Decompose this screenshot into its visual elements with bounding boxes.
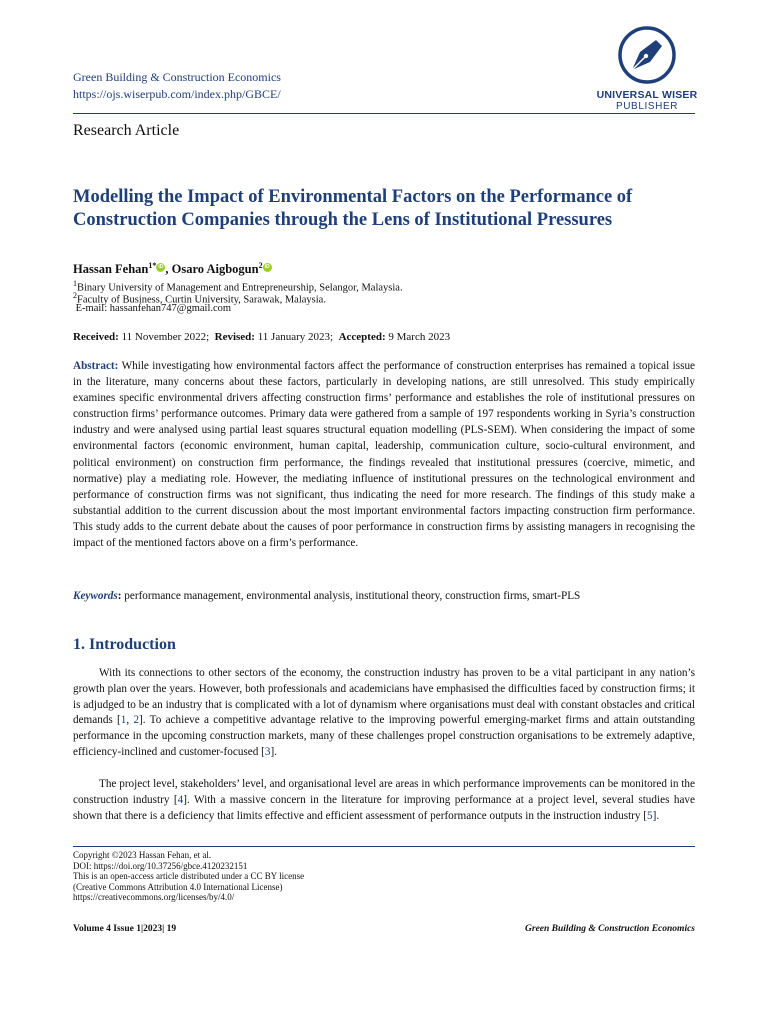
accepted-date: 9 March 2023	[385, 331, 451, 343]
doi-link[interactable]: DOI: https://doi.org/10.37256/gbce.4120232151	[73, 860, 248, 871]
copyright-line: Copyright ©2023 Hassan Fehan, et al.	[73, 850, 212, 860]
article-dates	[73, 331, 450, 343]
article-type: Research Article	[73, 122, 180, 139]
author-list	[73, 261, 272, 277]
contact-email[interactable]: E-mail: hassanfehan747@gmail.com	[73, 303, 232, 314]
publisher-name: UNIVERSAL WISER	[596, 89, 698, 101]
abstract-label: Abstract:	[73, 360, 119, 372]
intro-paragraph-2	[73, 777, 695, 824]
orcid-icon[interactable]: iD	[158, 264, 164, 270]
orcid-icon[interactable]: iD	[264, 264, 270, 270]
paper-title: Modelling the Impact of Environmental Factors on the Performance of Construction Companies through the Lens of Institutional Pressures	[73, 187, 633, 230]
affiliation-superscript: 2	[73, 291, 77, 300]
header-divider	[73, 113, 695, 114]
footer-journal-name: Green Building & Construction Economics	[525, 924, 695, 934]
author-name: Osaro Aigbogun	[171, 262, 259, 277]
pen-nib-icon	[618, 26, 676, 84]
volume-info: Volume 4 Issue 1|2023| 19	[73, 924, 177, 934]
abstract	[73, 358, 695, 551]
citation-link[interactable]: 3	[264, 745, 271, 758]
citation-link[interactable]: 1	[120, 714, 127, 727]
citation-link[interactable]: 4	[177, 793, 184, 806]
keywords-label: Keywords	[73, 590, 118, 602]
paragraph-text: ]. With a massive concern in the literature for improving performance at a project level, several studies have shown that there is a deficiency that limits effective and efficient assessment of performance outputs in the instruction industry [	[73, 793, 695, 822]
publisher-label: PUBLISHER	[615, 101, 679, 112]
section-heading: 1. Introduction	[73, 636, 176, 653]
paragraph-text: ].	[270, 745, 277, 758]
revised-date: 11 January 2023;	[254, 331, 339, 343]
license-name: (Creative Commons Attribution 4.0 International License)	[73, 881, 283, 892]
license-line: This is an open-access article distributed under a CC BY license	[73, 871, 305, 882]
author-superscript: 1*	[148, 261, 157, 270]
keywords-colon: :	[117, 590, 125, 602]
citation-separator: ,	[126, 714, 134, 727]
author-name: Hassan Fehan	[73, 262, 149, 277]
license-url[interactable]: https://creativecommons.org/licenses/by/4.0/	[73, 892, 235, 903]
keywords-text: performance management, environmental analysis, institutional theory, construction firms, smart-PLS	[124, 590, 581, 602]
journal-url[interactable]: https://ojs.wiserpub.com/index.php/GBCE/	[73, 87, 281, 101]
citation-link[interactable]: 5	[647, 809, 653, 822]
affiliation-text: Faculty of Business, Curtin University, Sarawak, Malaysia.	[77, 294, 326, 306]
affiliation-text: Binary University of Management and Entrepreneurship, Selangor, Malaysia.	[77, 282, 403, 294]
keywords	[73, 590, 695, 602]
revised-label: Revised:	[214, 331, 255, 343]
copyright-block	[73, 850, 304, 903]
abstract-text: While investigating how environmental factors affect the performance of construction enterprises has remained a topical issue in the literature, many concerns about these factors, particularly in developing nations, are still unresolved. This study empirically examines specific environmental drivers affecting construction firms’ performance and establishes the role of institutional pressures on construction firms’ performance outcomes. Primary data were gathered from a sample of 197 respondents working in Syria’s construction industry and were analysed using partial least squares structural equation modelling (PLS-SEM). When considering the impact of some environmental factors (economic environment, human capital, leadership, communication culture, socio-cultural environment, and political environment) on construction firm performance, the findings revealed that institutional pressures (coercive, mimetic, and normative) play a mediating role. However, the mediating influence of institutional pressures on the technological environment and performance of construction firms was not significant, thus indicating the need for more research. The findings of this study make a substantial addition to the current discussion about the most important environmental factors impacting construction firm performance. This study adds to the current debate about the causes of poor performance in construction firms by assisting managers in recognising the impact of the mentioned factors above on a firm’s performance.	[73, 360, 695, 550]
paragraph-text: ].	[652, 809, 660, 822]
affiliation-superscript: 1	[73, 279, 77, 288]
received-label: Received:	[73, 331, 119, 343]
publisher-logo	[595, 26, 705, 118]
paragraph-text: With its connections to other sectors of the economy, the construction industry has proven to be a vital participant in any nation’s growth plan over the years. However, both professionals and academicians have emphasised the difficulties faced by construction firms; it is adjudged to be an industry that is complicated with a lot of dynamism where organisations must deal with constant obstacles and critical demands [	[73, 667, 695, 727]
paragraph-text: ]. To achieve a competitive advantage relative to the improving powerful emerging-market firms and attain outstanding performance in the upcoming construction markets, many of these challenges propel construction organisations to be extremely adaptive, efficiency-inclined and customer-focused [	[73, 714, 696, 758]
citation-link[interactable]: 2	[133, 714, 140, 727]
journal-name: Green Building & Construction Economics	[73, 70, 281, 84]
accepted-label: Accepted:	[338, 331, 386, 343]
author-separator: ,	[165, 262, 172, 277]
author-superscript: 2	[258, 261, 263, 270]
footer-divider	[73, 846, 695, 847]
paragraph-text: The project level, stakeholders’ level, and organisational level are areas in which performance improvements can be monitored in the construction industry [	[73, 778, 695, 806]
intro-paragraph-1	[73, 666, 695, 761]
received-date: 11 November 2022;	[118, 331, 215, 343]
